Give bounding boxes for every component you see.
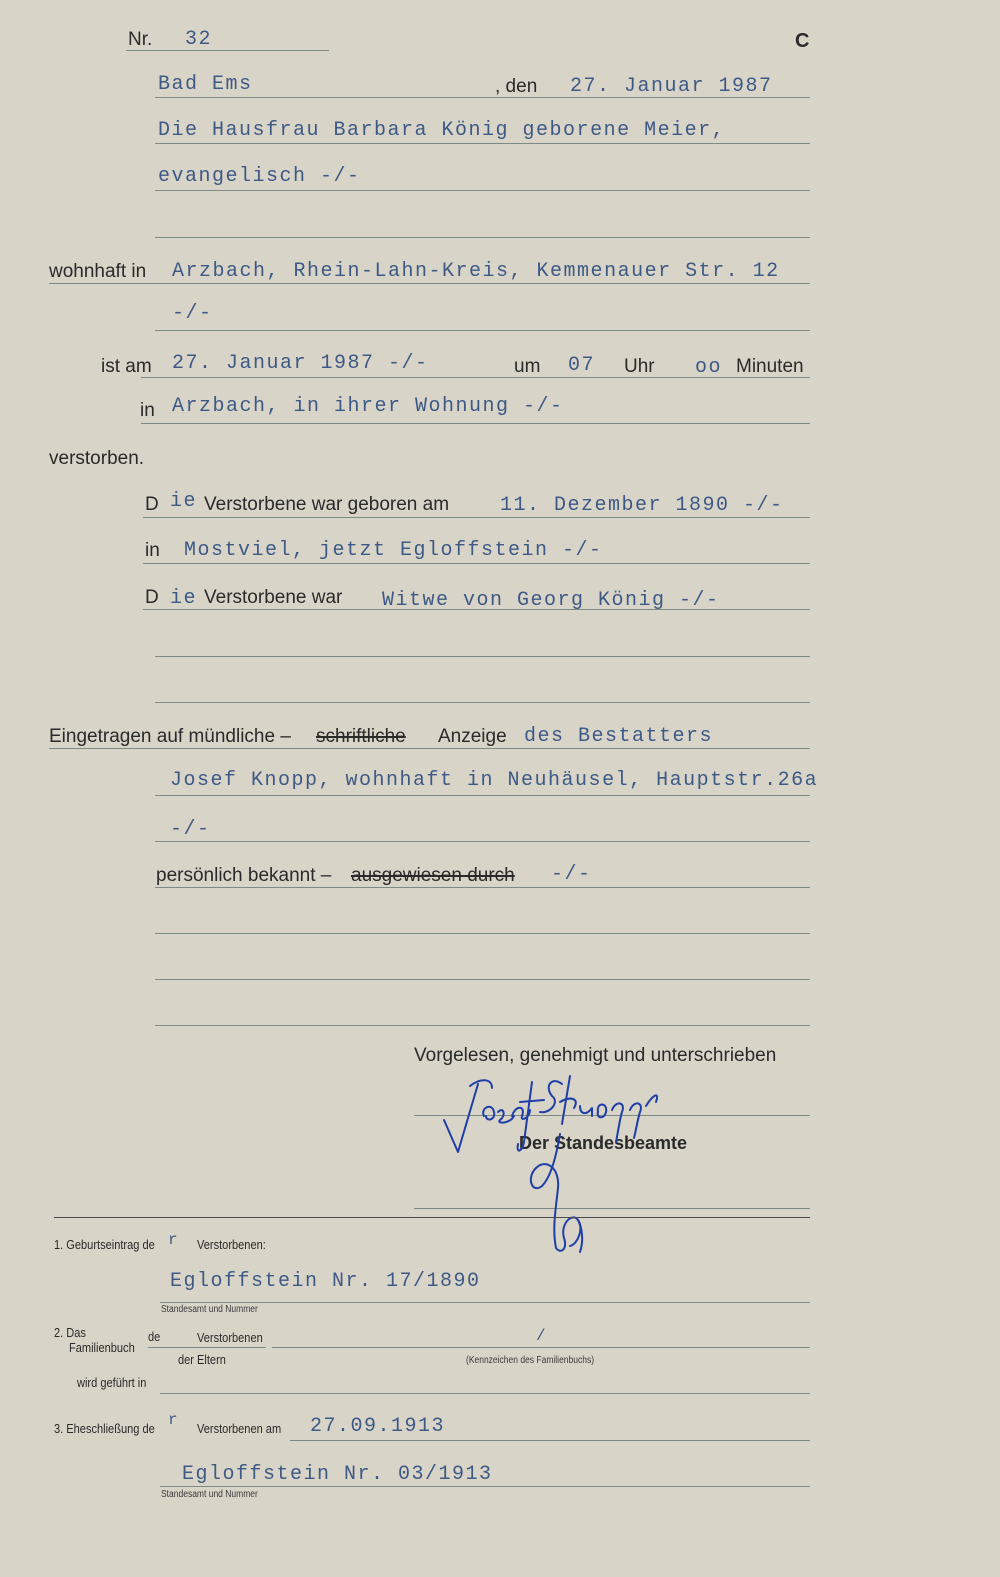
residence-rule xyxy=(49,283,810,284)
name-rule xyxy=(155,143,810,144)
known-label: persönlich bekannt – xyxy=(156,865,332,886)
f3-label-a: 3. Eheschließung de xyxy=(54,1421,155,1436)
known-value: -/- xyxy=(551,863,592,886)
f1-r: r xyxy=(168,1231,180,1249)
place-value: Bad Ems xyxy=(158,73,253,96)
death-minutes: oo xyxy=(695,356,723,379)
f1-label-b: Verstorbenen: xyxy=(197,1237,266,1252)
f3-rule xyxy=(160,1486,810,1487)
nr-value: 32 xyxy=(185,28,213,51)
birth-place: Mostviel, jetzt Egloffstein -/- xyxy=(184,539,603,562)
residence-label: wohnhaft in xyxy=(49,261,147,282)
birth-label: Verstorbene war geboren am xyxy=(204,494,450,515)
residence-value: Arzbach, Rhein-Lahn-Kreis, Kemmenauer Str. 12 xyxy=(172,260,780,283)
den-label: , den xyxy=(495,76,538,97)
f1-value: Egloffstein Nr. 17/1890 xyxy=(170,1270,481,1293)
birth-date-rule xyxy=(143,517,810,518)
registration-label-struck: schriftliche xyxy=(316,726,406,747)
registration-label-end: Anzeige xyxy=(438,726,507,747)
blank-rule-5 xyxy=(155,979,810,980)
nr-label: Nr. xyxy=(128,29,153,50)
informant-line: Josef Knopp, wohnhaft in Neuhäusel, Hauptstr.26a xyxy=(170,769,819,792)
registration-label-start: Eingetragen auf mündliche – xyxy=(49,726,291,747)
blank-rule-4 xyxy=(155,933,810,934)
birth-place-rule xyxy=(143,563,810,564)
residence-cont-rule xyxy=(155,330,810,331)
blank-rule-2 xyxy=(155,656,810,657)
marital-label: Verstorbene war xyxy=(204,587,343,608)
blank-rule-1 xyxy=(155,237,810,238)
deceased-name-line: Die Hausfrau Barbara König geborene Meier, xyxy=(158,119,726,142)
registrar-signature xyxy=(520,1128,600,1258)
marital-value: Witwe von Georg König -/- xyxy=(382,589,720,612)
ist-am-label: ist am xyxy=(101,356,152,377)
nr-rule xyxy=(126,50,329,51)
f3-r: r xyxy=(168,1411,180,1429)
birth-prefix-d: D xyxy=(145,494,159,515)
religion-rule xyxy=(155,190,810,191)
f2-verst: Verstorbenen xyxy=(197,1330,263,1345)
death-time-rule xyxy=(141,377,810,378)
f2-num: 2. Das xyxy=(54,1325,86,1340)
registration-by: des Bestatters xyxy=(524,725,714,748)
f3-caption: Standesamt und Nummer xyxy=(161,1489,258,1500)
f2-gefuehrt: wird geführt in xyxy=(77,1375,147,1390)
f1-caption: Standesamt und Nummer xyxy=(161,1304,258,1315)
f2-slash: / xyxy=(536,1327,548,1345)
blank-rule-6 xyxy=(155,1025,810,1026)
form-letter: C xyxy=(795,30,810,52)
f2-caption: (Kennzeichen des Familienbuchs) xyxy=(466,1355,595,1366)
uhr-label: Uhr xyxy=(624,356,655,377)
blank-rule-3 xyxy=(155,702,810,703)
informant-rule xyxy=(155,795,810,796)
f3-date-rule xyxy=(290,1440,810,1441)
minuten-label: Minuten xyxy=(736,356,804,377)
um-label: um xyxy=(514,356,541,377)
marital-prefix-ie: ie xyxy=(170,587,198,610)
death-date: 27. Januar 1987 -/- xyxy=(172,352,429,375)
f1-rule xyxy=(160,1302,810,1303)
f1-label-a: 1. Geburtseintrag de xyxy=(54,1237,155,1252)
birth-in-label: in xyxy=(145,540,160,561)
place-date-rule xyxy=(155,97,810,98)
marital-rule xyxy=(143,609,810,610)
informant-cont: -/- xyxy=(170,818,211,841)
read-approved-label: Vorgelesen, genehmigt und unterschrieben xyxy=(414,1045,777,1066)
bleed-through-text xyxy=(80,90,91,110)
registrar-signature-rule xyxy=(414,1208,810,1209)
f2-gefuehrt-rule xyxy=(160,1393,810,1394)
verstorben-label: verstorben. xyxy=(49,448,145,469)
f2-de-rule xyxy=(148,1347,266,1348)
birth-prefix-ie: ie xyxy=(170,490,198,513)
f2-rule xyxy=(272,1347,810,1348)
death-hour: 07 xyxy=(568,354,596,377)
informant-cont-rule xyxy=(155,841,810,842)
f2-label: Familienbuch xyxy=(69,1340,135,1355)
known-rule xyxy=(155,887,810,888)
f2-de: de xyxy=(148,1329,161,1344)
f2-eltern: der Eltern xyxy=(178,1352,226,1367)
f3-date: 27.09.1913 xyxy=(310,1415,446,1438)
registration-rule xyxy=(49,748,810,749)
residence-cont: -/- xyxy=(172,302,213,325)
marital-prefix-d: D xyxy=(145,587,159,608)
f3-value: Egloffstein Nr. 03/1913 xyxy=(182,1463,493,1486)
death-place: Arzbach, in ihrer Wohnung -/- xyxy=(172,395,564,418)
date-value: 27. Januar 1987 xyxy=(570,75,773,98)
known-struck: ausgewiesen durch xyxy=(351,865,515,886)
death-in-label: in xyxy=(140,400,155,421)
footer-separator xyxy=(54,1217,810,1218)
death-place-rule xyxy=(141,423,810,424)
religion-line: evangelisch -/- xyxy=(158,165,361,188)
birth-date: 11. Dezember 1890 -/- xyxy=(500,494,784,517)
f3-label-b: Verstorbenen am xyxy=(197,1421,282,1436)
registrar-label: Der Standesbeamte xyxy=(519,1133,688,1153)
